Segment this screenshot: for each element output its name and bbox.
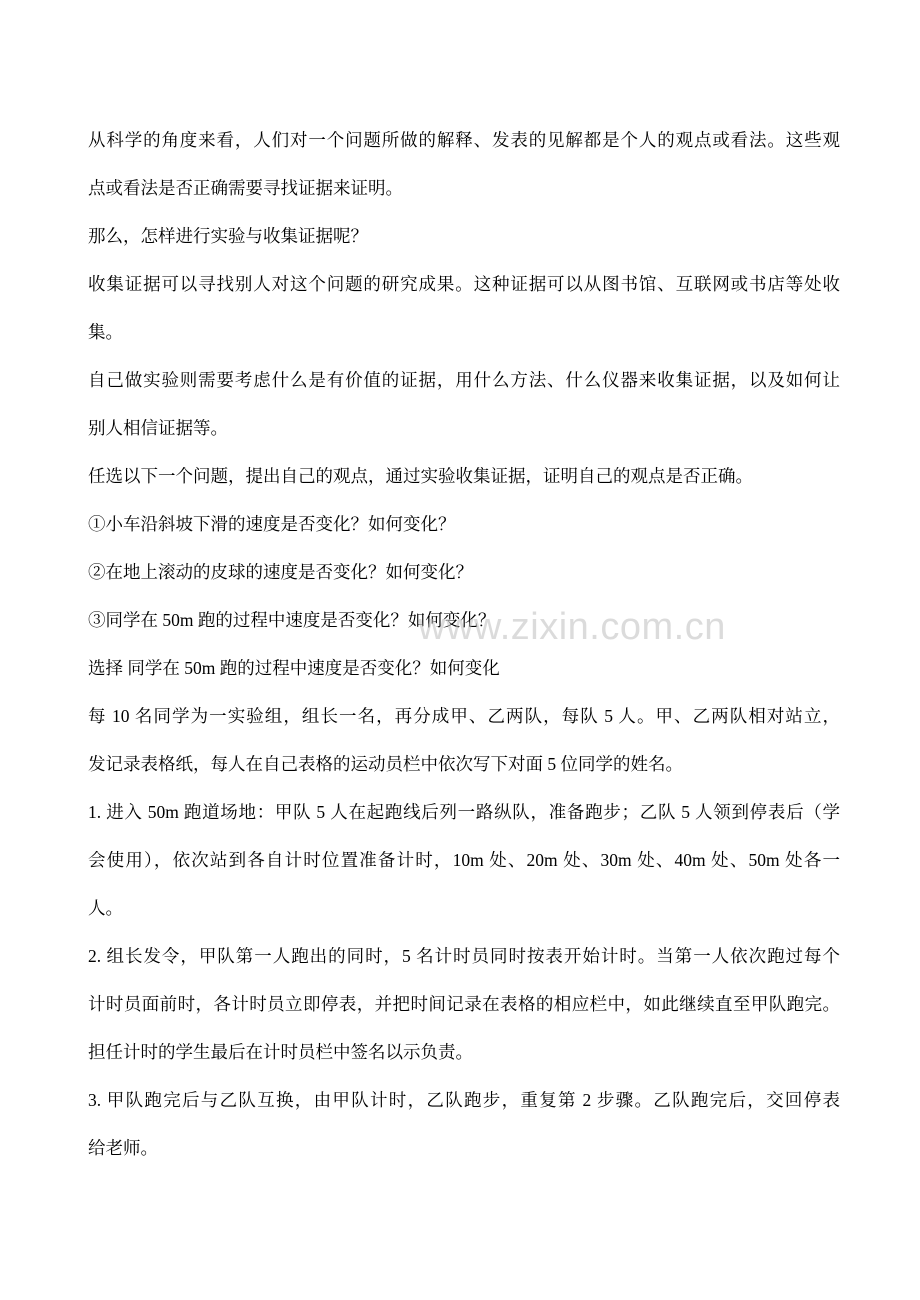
document-body <box>88 116 840 1172</box>
text-line: ①小车沿斜坡下滑的速度是否变化？如何变化？ <box>88 514 456 534</box>
text-line: 每 10 名同学为一实验组，组长一名，再分成甲、乙两队，每队 5 人。甲、乙两队相对站立， <box>88 706 840 726</box>
text-line: 选择 同学在 50m 跑的过程中速度是否变化？如何变化 <box>88 658 500 678</box>
step-item <box>88 932 840 1076</box>
question-item <box>88 596 840 644</box>
text-line: 别人相信证据等。 <box>88 418 228 438</box>
watermark: www.zixin.com.cn <box>418 606 726 648</box>
text-line: 给老师。 <box>88 1138 158 1158</box>
text-line: 会使用），依次站到各自计时位置准备计时，10m 处、20m 处、30m 处、40m 处、50m 处各一 <box>88 850 840 870</box>
text-line: 那么，怎样进行实验与收集证据呢？ <box>88 226 368 246</box>
paragraph <box>88 116 840 212</box>
text-line: 任选以下一个问题，提出自己的观点，通过实验收集证据，证明自己的观点是否正确。 <box>88 466 753 486</box>
text-line: 人。 <box>88 898 123 918</box>
text-line: 计时员面前时，各计时员立即停表，并把时间记录在表格的相应栏中，如此继续直至甲队跑完。 <box>88 994 840 1014</box>
text-line: 担任计时的学生最后在计时员栏中签名以示负责。 <box>88 1042 473 1062</box>
paragraph <box>88 452 840 500</box>
text-line: 2. 组长发令，甲队第一人跑出的同时，5 名计时员同时按表开始计时。当第一人依次跑过每个 <box>88 946 840 966</box>
question-item <box>88 548 840 596</box>
paragraph <box>88 356 840 452</box>
step-item <box>88 1076 840 1172</box>
text-line: 自己做实验则需要考虑什么是有价值的证据，用什么方法、什么仪器来收集证据，以及如何让 <box>88 370 840 390</box>
text-line: 3. 甲队跑完后与乙队互换，由甲队计时，乙队跑步，重复第 2 步骤。乙队跑完后，交回停表 <box>88 1090 840 1110</box>
text-line: 收集证据可以寻找别人对这个问题的研究成果。这种证据可以从图书馆、互联网或书店等处收 <box>88 274 840 294</box>
text-line: 1. 进入 50m 跑道场地：甲队 5 人在起跑线后列一路纵队，准备跑步；乙队 5 人领到停表后（学 <box>88 802 840 822</box>
paragraph <box>88 260 840 356</box>
step-item <box>88 788 840 932</box>
text-line: 发记录表格纸，每人在自己表格的运动员栏中依次写下对面 5 位同学的姓名。 <box>88 754 683 774</box>
paragraph <box>88 212 840 260</box>
text-line: 点或看法是否正确需要寻找证据来证明。 <box>88 178 403 198</box>
paragraph <box>88 692 840 788</box>
text-line: ②在地上滚动的皮球的速度是否变化？如何变化？ <box>88 562 473 582</box>
paragraph <box>88 644 840 692</box>
text-line: 集。 <box>88 322 123 342</box>
text-line: 从科学的角度来看，人们对一个问题所做的解释、发表的见解都是个人的观点或看法。这些观 <box>88 130 840 150</box>
question-item <box>88 500 840 548</box>
text-line: ③同学在 50m 跑的过程中速度是否变化？如何变化？ <box>88 610 496 630</box>
